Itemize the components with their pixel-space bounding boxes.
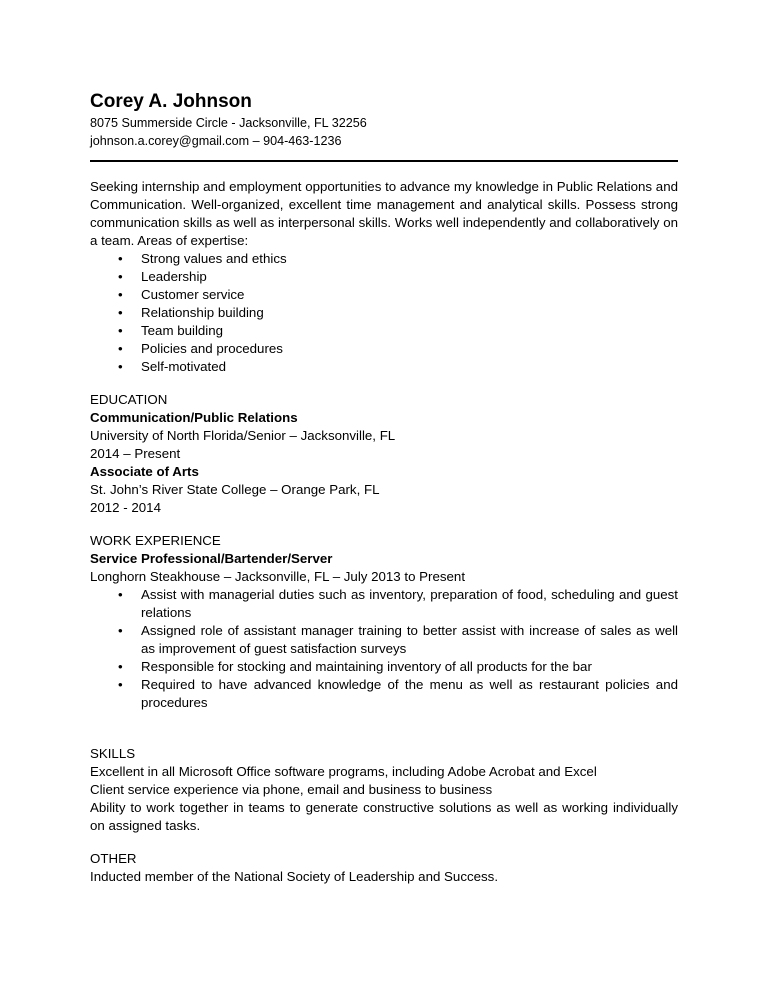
header-divider	[90, 160, 678, 162]
email-phone-line: johnson.a.corey@gmail.com – 904-463-1236	[90, 134, 342, 148]
bullet-icon: •	[118, 305, 123, 320]
education-dates: 2012 - 2014	[90, 500, 161, 515]
skills-heading: SKILLS	[90, 746, 136, 761]
list-item: • Self-motivated	[118, 359, 226, 374]
bullet-icon: •	[118, 359, 123, 374]
bullet-icon: •	[118, 623, 123, 638]
list-item: • Relationship building	[118, 305, 264, 320]
resume-name: Corey A. Johnson	[90, 91, 252, 112]
list-item: • Strong values and ethics	[118, 251, 287, 266]
list-item: • Leadership	[118, 269, 207, 284]
bullet-icon: •	[118, 341, 123, 356]
bullet-icon: •	[118, 587, 123, 602]
skill-item: Client service experience via phone, email and business to business	[90, 782, 493, 797]
skill-item: Excellent in all Microsoft Office software programs, including Adobe Acrobat and Excel	[90, 764, 597, 779]
job-title: Service Professional/Bartender/Server	[90, 551, 333, 566]
list-item: • Responsible for stocking and maintaining inventory of all products for the bar	[118, 659, 592, 674]
list-item: • Team building	[118, 323, 224, 338]
list-item: • Assigned role of assistant manager training to better assist with increase of sales as well as improvement of guest satisfaction surveys	[118, 623, 678, 656]
other-heading: OTHER	[90, 851, 137, 866]
education-heading: EDUCATION	[90, 392, 168, 407]
bullet-icon: •	[118, 677, 123, 692]
school-name: St. John’s River State College – Orange Park, FL	[90, 482, 380, 497]
bullet-icon: •	[118, 287, 123, 302]
resume-page	[90, 90, 678, 886]
bullet-icon: •	[118, 269, 123, 284]
objective-text: Seeking internship and employment opportunities to advance my knowledge in Public Relations and Communication. Well-organized, excellent time management and analytical skills. Possess strong communication skills as well as interpersonal skills. Works well independently and collaboratively on a team. Areas of expertise:	[90, 179, 678, 248]
bullet-icon: •	[118, 659, 123, 674]
expertise-list	[90, 250, 678, 376]
work-heading: WORK EXPERIENCE	[90, 533, 221, 548]
bullet-icon: •	[118, 323, 123, 338]
education-dates: 2014 – Present	[90, 446, 181, 461]
skill-item: Ability to work together in teams to generate constructive solutions as well as working individually on assigned tasks.	[90, 800, 678, 833]
list-item: • Customer service	[118, 287, 245, 302]
other-text: Inducted member of the National Society of Leadership and Success.	[90, 869, 499, 884]
list-item: • Assist with managerial duties such as inventory, preparation of food, scheduling and guest relations	[118, 587, 678, 620]
employer-line: Longhorn Steakhouse – Jacksonville, FL – July 2013 to Present	[90, 569, 466, 584]
bullet-icon: •	[118, 251, 123, 266]
list-item: • Required to have advanced knowledge of the menu as well as restaurant policies and procedures	[118, 677, 678, 710]
address-line: 8075 Summerside Circle - Jacksonville, FL 32256	[90, 116, 367, 130]
degree-title: Communication/Public Relations	[90, 410, 298, 425]
duties-list	[90, 586, 678, 712]
degree-title: Associate of Arts	[90, 464, 199, 479]
list-item: • Policies and procedures	[118, 341, 283, 356]
school-name: University of North Florida/Senior – Jacksonville, FL	[90, 428, 396, 443]
